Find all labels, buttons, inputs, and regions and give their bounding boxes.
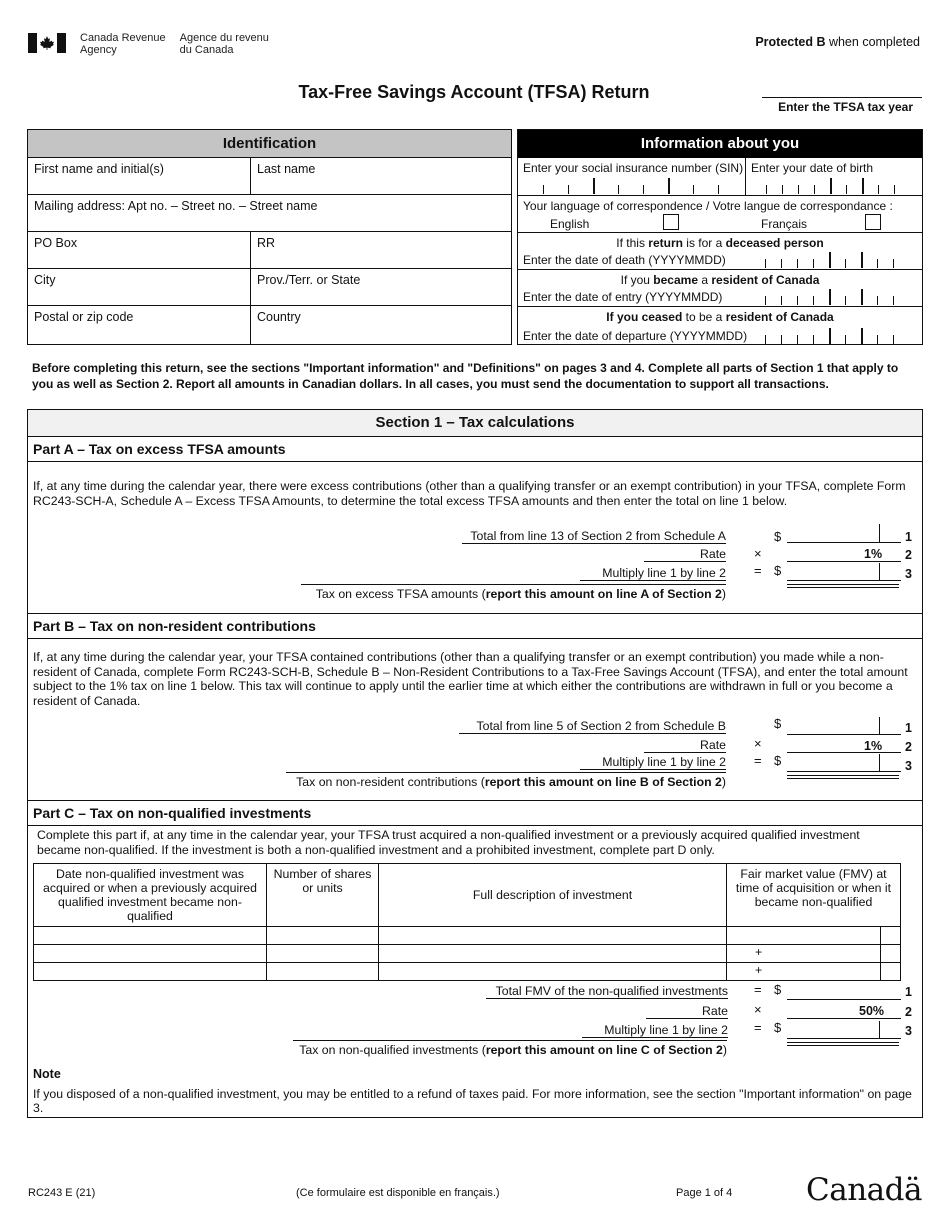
identification-section [27, 129, 512, 345]
non-qualified-investments-table [33, 863, 901, 981]
language-label: Your language of correspondence / Votre langue de correspondance : [523, 199, 893, 213]
date-cell[interactable] [34, 945, 267, 963]
francais-checkbox[interactable] [865, 214, 881, 230]
section-1-header: Section 1 – Tax calculations [28, 410, 922, 437]
digit-divider [893, 259, 894, 268]
digit-divider [861, 252, 863, 268]
table-row [34, 927, 901, 945]
part-c-header: Part C – Tax on non-qualified investments [28, 801, 922, 826]
part-c-line3-input[interactable] [787, 1038, 901, 1039]
page-number: Page 1 of 4 [676, 1187, 733, 1199]
part-b-rate: 1% [864, 739, 883, 753]
po-box-field[interactable]: PO Box [28, 232, 251, 268]
description-cell[interactable] [379, 927, 727, 945]
digit-divider [829, 289, 831, 305]
part-a-result-label: Tax on excess TFSA amounts (report this amount on line A of Section 2) [301, 584, 726, 601]
part-c-line3-label: Multiply line 1 by line 2 [582, 1023, 728, 1038]
part-a-line3-input[interactable] [787, 580, 901, 581]
col-shares-header: Number of shares or units [267, 864, 379, 927]
digit-divider [893, 296, 894, 305]
digit-divider [568, 185, 569, 194]
digit-divider [813, 296, 814, 305]
digit-divider [781, 335, 782, 344]
instructions-paragraph: Before completing this return, see the sections "Important information" and "Definitions" on pages 3 and 4. Complete all parts of Section 1 that apply to you as well as Section 2. Report all amounts in Canadian dollars. In all cases, you must send the documentation to support all transactions. [32, 361, 899, 391]
table-row [34, 963, 901, 981]
digit-divider [781, 259, 782, 268]
digit-divider [829, 328, 831, 344]
note-title: Note [33, 1067, 61, 1081]
digit-divider [718, 185, 719, 194]
postal-code-field[interactable]: Postal or zip code [28, 306, 251, 344]
digit-divider [877, 296, 878, 305]
shares-cell[interactable] [267, 927, 379, 945]
english-checkbox[interactable] [663, 214, 679, 230]
digit-divider [877, 259, 878, 268]
digit-divider [894, 185, 895, 194]
information-about-you-section [517, 129, 923, 345]
french-availability: (Ce formulaire est disponible en français.) [296, 1187, 500, 1199]
part-a-line1-label: Total from line 13 of Section 2 from Schedule A [462, 529, 726, 544]
part-b-text: If, at any time during the calendar year, your TFSA contained contributions (other than a qualifying transfer or an exempt contribution) you made while a non-resident of Canada, complete Form RC243-SCH-B, Schedule B – Non-Resident Contributions to a Tax-Free Savings Account (TFSA), and enter the total amount subject to the 1% tax on line 1 below. This tax will continue to apply until the earlier time at which either the contributions are withdrawn in full or you become a resident of Canada. [33, 650, 908, 708]
francais-label: Français [761, 217, 808, 231]
part-c-line2-label: Rate [646, 1004, 728, 1019]
sin-field[interactable]: Enter your social insurance number (SIN) [518, 158, 746, 195]
part-b-result-input[interactable] [787, 775, 899, 779]
digit-divider [668, 178, 670, 194]
form-code: RC243 E (21) [28, 1187, 96, 1199]
fmv-cell[interactable] [727, 927, 881, 945]
digit-divider [543, 185, 544, 194]
digit-divider [813, 259, 814, 268]
col-description-header: Full description of investment [379, 864, 727, 927]
digit-divider [830, 178, 832, 194]
part-c-line1-input[interactable] [787, 999, 901, 1000]
part-b-line2-label: Rate [644, 738, 726, 753]
last-name-field[interactable]: Last name [257, 162, 316, 176]
part-b-line3-input[interactable] [787, 771, 901, 772]
digit-divider [593, 178, 595, 194]
description-cell[interactable] [379, 945, 727, 963]
digit-divider [643, 185, 644, 194]
digit-divider [861, 328, 863, 344]
protected-label: Protected B when completed [755, 35, 920, 49]
note-text: If you disposed of a non-qualified investment, you may be entitled to a refund of taxes paid. For more information, see the section "Important information" on page 3. [33, 1087, 912, 1115]
digit-divider [846, 185, 847, 194]
identification-header: Identification [28, 130, 511, 158]
digit-divider [845, 296, 846, 305]
date-of-death-field[interactable]: If this return is for a deceased person Enter the date of death (YYYYMMDD) [518, 233, 922, 270]
description-cell[interactable] [379, 963, 727, 981]
country-field[interactable]: Country [257, 310, 301, 324]
part-b-line1-label: Total from line 5 of Section 2 from Schedule B [459, 719, 726, 734]
first-name-field[interactable]: First name and initial(s) [28, 158, 251, 194]
shares-cell[interactable] [267, 963, 379, 981]
digit-divider [765, 259, 766, 268]
digit-divider [797, 335, 798, 344]
date-of-entry-field[interactable]: If you became a resident of Canada Enter the date of entry (YYYYMMDD) [518, 270, 922, 307]
part-a-result-input[interactable] [787, 584, 899, 588]
part-b-line3-label: Multiply line 1 by line 2 [580, 755, 726, 770]
part-c-line1-label: Total FMV of the non-qualified investments [486, 984, 728, 999]
digit-divider [878, 185, 879, 194]
digit-divider [693, 185, 694, 194]
english-label: English [550, 217, 590, 231]
cra-logo [28, 33, 269, 56]
part-a-rate: 1% [864, 547, 883, 561]
canada-wordmark: Canadä [806, 1172, 922, 1208]
date-cell[interactable] [34, 927, 267, 945]
part-c-text: Complete this part if, at any time in the calendar year, your TFSA trust acquired a non-qualified investment or a previously acquired qualified investment became non-qualified. If the investment is both a non-qualified investment and a prohibited investment, complete part D only. [37, 828, 860, 857]
part-a-line2-label: Rate [644, 547, 726, 562]
digit-divider [861, 289, 863, 305]
digit-divider [845, 335, 846, 344]
part-a-line3-label: Multiply line 1 by line 2 [580, 566, 726, 581]
province-field[interactable]: Prov./Terr. or State [257, 273, 361, 287]
date-of-departure-field[interactable]: If you ceased to be a resident of Canada Enter the date of departure (YYYYMMDD) [518, 307, 922, 345]
canada-flag-icon [28, 33, 66, 53]
fmv-cell[interactable]: + [727, 945, 881, 963]
digit-divider [814, 185, 815, 194]
info-header: Information about you [518, 130, 922, 158]
digit-divider [618, 185, 619, 194]
digit-divider [862, 178, 864, 194]
digit-divider [797, 296, 798, 305]
digit-divider [765, 296, 766, 305]
digit-divider [765, 335, 766, 344]
part-b-header: Part B – Tax on non-resident contributions [28, 614, 922, 639]
table-row [34, 945, 901, 963]
date-cell[interactable] [34, 963, 267, 981]
tax-year-label: Enter the TFSA tax year [778, 100, 913, 114]
section-1: Section 1 – Tax calculations Part A – Tax on excess TFSA amounts If, at any time during the calendar year, there were excess contributions (other than a qualifying transfer or an exempt contribution) in your TFSA, complete Form RC243-SCH-A, Schedule A – Excess TFSA Amounts, to determine the total excess TFSA amounts and then enter the total on line 1 below. Total from line 13 of Section 2 from Schedule A $ 1 Rate × 1% 2 Multiply line 1 by line 2 = $ 3 Tax on excess TFSA amounts (report this amount on line A of Section 2) Part B – Tax on non-resident contributions If, at any time during the calendar year, your TFSA contained contributions (other than a qualifying transfer or an exempt contribution) you made while a non-resident of Canada, complete Form RC243-SCH-B, Schedule B – Non-Resident Contributions to a Tax-Free Savings Account (TFSA), and enter the total amount subject to the 1% tax on line 1 below. This tax will continue to apply until the earlier time at which either the contributions are withdrawn in full or you become a resident of Canada. Total from line 5 of Section 2 from Schedule B $ 1 Rate × 1% 2 Multiply line 1 by line 2 = $ 3 Tax on non-resident contributions (report this amount on line B of Section 2) Part C – Tax on non-qualified investments Complete this part if, at any time in the calendar year, your TFSA trust acquired a non-qualified investment or a previously acquired qualified investment became non-qualified. If the investment is both a non-qualified investment and a prohibited investment, complete part D only. Date non-qualified investment was acquired or when a previously acquired qualified investment became non-qualified Number of shares or units Full description of investment Fair market value (FMV) at time of acquisition or when it became non-qualified + + Total FMV of the non-qualified investments = $ 1 Rate × 50% 2 Multiply line 1 by line 2 = $ 3 Tax on non-qualified investments (report this amount on line C of Section 2) Note If you disposed of a non-qualified investment, you may be entitled to a refund of taxes paid. For more information, see the section "Important information" on page 3. [27, 409, 923, 1118]
part-c-result-input[interactable] [787, 1042, 899, 1046]
agency-name-en: Canada Revenue Agency [80, 32, 166, 56]
city-field[interactable]: City [28, 269, 251, 305]
fmv-cell[interactable]: + [727, 963, 881, 981]
part-a-line1-input[interactable] [787, 542, 901, 543]
part-a-header: Part A – Tax on excess TFSA amounts [28, 437, 922, 462]
agency-name-fr: Agence du revenu du Canada [179, 32, 269, 56]
digit-divider [766, 185, 767, 194]
digit-divider [798, 185, 799, 194]
part-c-result-label: Tax on non-qualified investments (report this amount on line C of Section 2) [293, 1040, 727, 1057]
rr-field[interactable]: RR [257, 236, 276, 250]
part-c-rate: 50% [859, 1004, 885, 1018]
part-a-text: If, at any time during the calendar year, there were excess contributions (other than a qualifying transfer or an exempt contribution) in your TFSA, complete Form RC243-SCH-A, Schedule A – Excess TFSA Amounts, to determine the total excess TFSA amounts and then enter the total on line 1 below. [33, 479, 906, 508]
shares-cell[interactable] [267, 945, 379, 963]
digit-divider [813, 335, 814, 344]
digit-divider [782, 185, 783, 194]
digit-divider [877, 335, 878, 344]
col-date-header: Date non-qualified investment was acquired or when a previously acquired qualified investment became non-qualified [34, 864, 267, 927]
digit-divider [845, 259, 846, 268]
tax-year-field[interactable] [762, 97, 922, 98]
part-b-line1-input[interactable] [787, 734, 901, 735]
digit-divider [797, 259, 798, 268]
part-a-dollar-1: $ [774, 529, 782, 544]
mailing-address-field[interactable]: Mailing address: Apt no. – Street no. – Street name [34, 199, 318, 213]
date-of-birth-field[interactable]: Enter your date of birth [746, 158, 922, 195]
part-b-result-label: Tax on non-resident contributions (report this amount on line B of Section 2) [286, 772, 726, 789]
col-fmv-header: Fair market value (FMV) at time of acquisition or when it became non-qualified [727, 864, 901, 927]
digit-divider [893, 335, 894, 344]
form-title: Tax-Free Savings Account (TFSA) Return [298, 82, 650, 102]
digit-divider [829, 252, 831, 268]
digit-divider [781, 296, 782, 305]
